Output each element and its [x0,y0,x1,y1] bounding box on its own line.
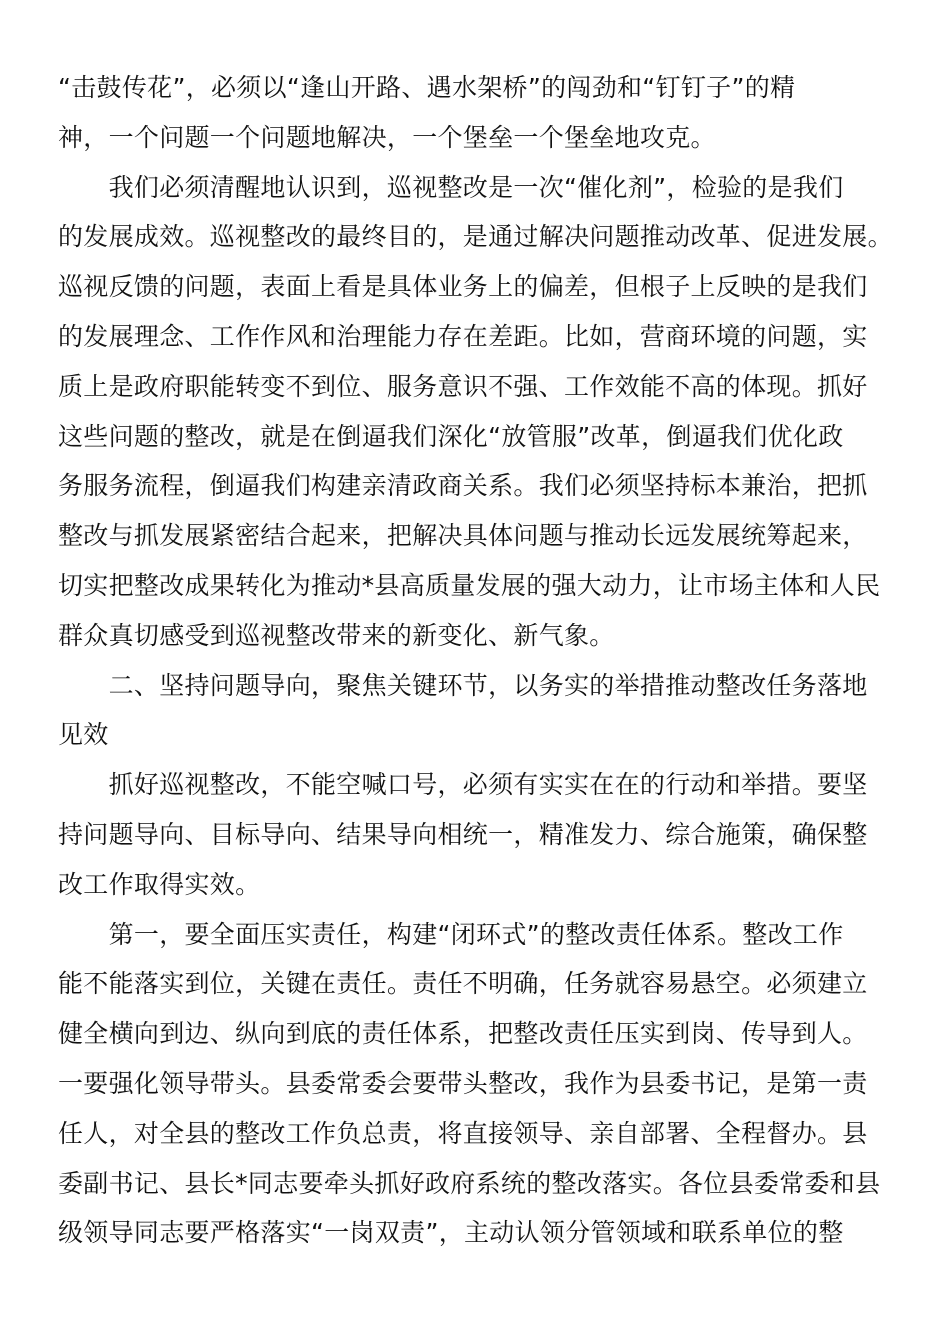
text-line: 切实把整改成果转化为推动*县高质量发展的强大动力，让市场主体和人民 [58,570,881,600]
text-line: 持问题导向、目标导向、结果导向相统一，精准发力、综合施策，确保整 [58,819,868,849]
text-line: 的发展成效。巡视整改的最终目的，是通过解决问题推动改革、促进发展。 [58,222,893,252]
text-line: 务服务流程，倒逼我们构建亲清政商关系。我们必须坚持标本兼治，把抓 [58,471,868,501]
text-line: 神，一个问题一个问题地解决，一个堡垒一个堡垒地攻克。 [58,122,716,152]
text-line: 委副书记、县长*同志要牵头抓好政府系统的整改落实。各位县委常委和县 [58,1168,881,1198]
section-heading: 二、坚持问题导向，聚焦关键环节，以务实的举措推动整改任务落地 [58,670,868,700]
text-line: 任人，对全县的整改工作负总责，将直接领导、亲自部署、全程督办。县 [58,1118,868,1148]
text-line: 级领导同志要严格落实“一岗双责”，主动认领分管领域和联系单位的整 [58,1218,844,1248]
text-line: 整改与抓发展紧密结合起来，把解决具体问题与推动长远发展统筹起来， [58,521,868,551]
text-line: “击鼓传花”，必须以“逢山开路、遇水架桥”的闯劲和“钉钉子”的精 [58,73,796,102]
text-line: 我们必须清醒地认识到，巡视整改是一次“催化剂”，检验的是我们 [58,172,844,202]
text-line: 健全横向到边、纵向到底的责任体系，把整改责任压实到岗、传导到人。 [58,1019,868,1049]
text-line: 的发展理念、工作作风和治理能力存在差距。比如，营商环境的问题，实 [58,321,868,351]
text-line: 一要强化领导带头。县委常委会要带头整改，我作为县委书记，是第一责 [58,1068,868,1098]
document-body [58,63,892,1258]
text-line: 抓好巡视整改，不能空喊口号，必须有实实在在的行动和举措。要坚 [58,770,868,800]
text-line: 群众真切感受到巡视整改带来的新变化、新气象。 [58,620,615,650]
section-heading-continued: 见效 [58,720,109,750]
text-line: 巡视反馈的问题，表面上看是具体业务上的偏差，但根子上反映的是我们 [58,272,868,302]
text-line: 改工作取得实效。 [58,869,261,899]
text-line: 这些问题的整改，就是在倒逼我们深化“放管服”改革，倒逼我们优化政 [58,421,844,451]
text-line: 能不能落实到位，关键在责任。责任不明确，任务就容易悬空。必须建立 [58,969,868,999]
text-line: 第一，要全面压实责任，构建“闭环式”的整改责任体系。整改工作 [58,919,844,949]
text-line: 质上是政府职能转变不到位、服务意识不强、工作效能不高的体现。抓好 [58,371,868,401]
